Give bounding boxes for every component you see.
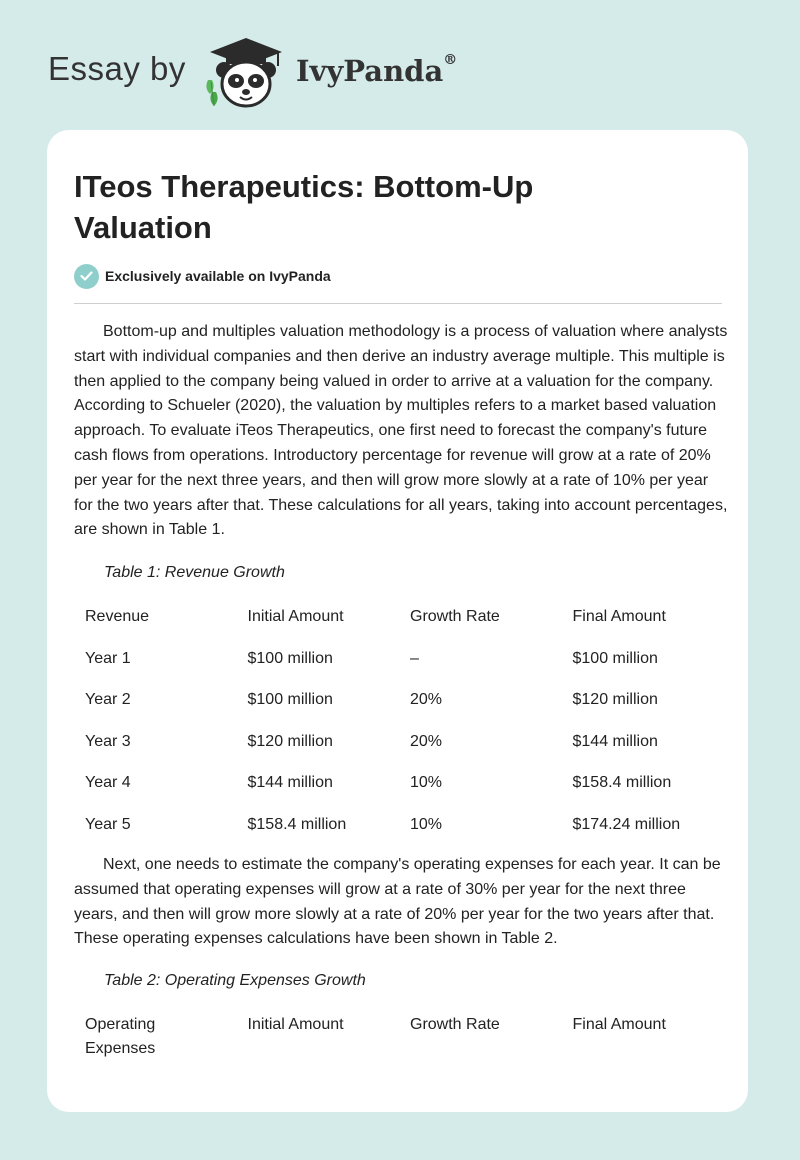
table-header-cell: Initial Amount bbox=[247, 608, 344, 625]
check-icon bbox=[74, 264, 99, 289]
table-row bbox=[85, 730, 735, 772]
table-cell: $120 million bbox=[247, 732, 333, 750]
table-header-cell: Growth Rate bbox=[410, 1016, 500, 1033]
table-cell: $100 million bbox=[247, 649, 333, 667]
table-header-cell: Final Amount bbox=[572, 1016, 666, 1033]
table-2-caption: Table 2: Operating Expenses Growth bbox=[104, 972, 366, 989]
table-header-row bbox=[85, 605, 735, 647]
table-row bbox=[85, 771, 735, 813]
ivypanda-logo-icon[interactable] bbox=[200, 36, 292, 110]
revenue-growth-table bbox=[85, 605, 735, 855]
table-cell: $144 million bbox=[247, 774, 333, 792]
table-cell: $100 million bbox=[247, 691, 333, 709]
table-header-cell: Final Amount bbox=[572, 608, 666, 625]
site-header bbox=[0, 0, 800, 130]
table-row bbox=[85, 688, 735, 730]
table-header-cell: Initial Amount bbox=[247, 1016, 344, 1033]
table-row bbox=[85, 813, 735, 855]
table-cell: $120 million bbox=[572, 691, 658, 709]
exclusive-badge bbox=[74, 263, 331, 289]
table-cell: 20% bbox=[410, 691, 443, 709]
table-cell: 10% bbox=[410, 774, 443, 792]
table-header-cell: Growth Rate bbox=[410, 608, 500, 625]
table-1-caption: Table 1: Revenue Growth bbox=[104, 564, 285, 581]
table-header-row bbox=[85, 1013, 735, 1055]
table-cell: Year 3 bbox=[85, 732, 131, 750]
table-cell: $158.4 million bbox=[572, 774, 672, 792]
table-cell: 10% bbox=[410, 815, 443, 833]
essay-by-label: Essay by bbox=[48, 50, 186, 87]
paragraph-operating-expenses: Next, one needs to estimate the company's operating expenses for each year. It can be assumed that operating expenses will grow at a rate of 30% per year for the next three years, and then will grow more slowly at a rate of 20% per year for the two years after that. These operating expenses calculations have been shown in Table 2. bbox=[74, 856, 721, 948]
table-cell: 20% bbox=[410, 732, 443, 750]
table-cell: $174.24 million bbox=[572, 815, 681, 833]
article-card bbox=[47, 130, 748, 1112]
table-cell: Year 5 bbox=[85, 815, 131, 833]
table-cell: Year 4 bbox=[85, 774, 131, 792]
table-cell: Year 1 bbox=[85, 649, 131, 667]
paragraph-intro: Bottom-up and multiples valuation methodology is a process of valuation where analysts start with individual companies and then derive an industry average multiple. This multiple is then applied to the company being valued in order to arrive at a valuation for the company. According to Schueler (2020), the valuation by multiples refers to a market based valuation approach. To evaluate iTeos Therapeutics, one first need to forecast the company's future cash flows from operations. Introductory percentage for revenue will grow at a rate of 20% per year for the next three years, and then will grow more slowly at a rate of 10% per year for the two years after that. These calculations for all years, taking into account percentages, are shown in Table 1. bbox=[74, 323, 728, 539]
exclusive-badge-label: Exclusively available on IvyPanda bbox=[105, 268, 331, 284]
title-divider bbox=[74, 303, 722, 304]
ivypanda-wordmark[interactable]: IvyPanda® bbox=[296, 52, 458, 88]
table-cell: $144 million bbox=[572, 732, 658, 750]
table-cell: Year 2 bbox=[85, 691, 131, 709]
table-cell: $158.4 million bbox=[247, 815, 347, 833]
table-cell: – bbox=[410, 649, 419, 667]
table-header-cell: Revenue bbox=[85, 608, 150, 625]
operating-expenses-table bbox=[85, 1013, 735, 1055]
table-header-cell: Operating Expenses bbox=[85, 1016, 156, 1057]
table-cell: $100 million bbox=[572, 649, 658, 667]
table-row bbox=[85, 647, 735, 689]
page-title: ITeos Therapeutics: Bottom-Up Valuation bbox=[74, 169, 534, 245]
